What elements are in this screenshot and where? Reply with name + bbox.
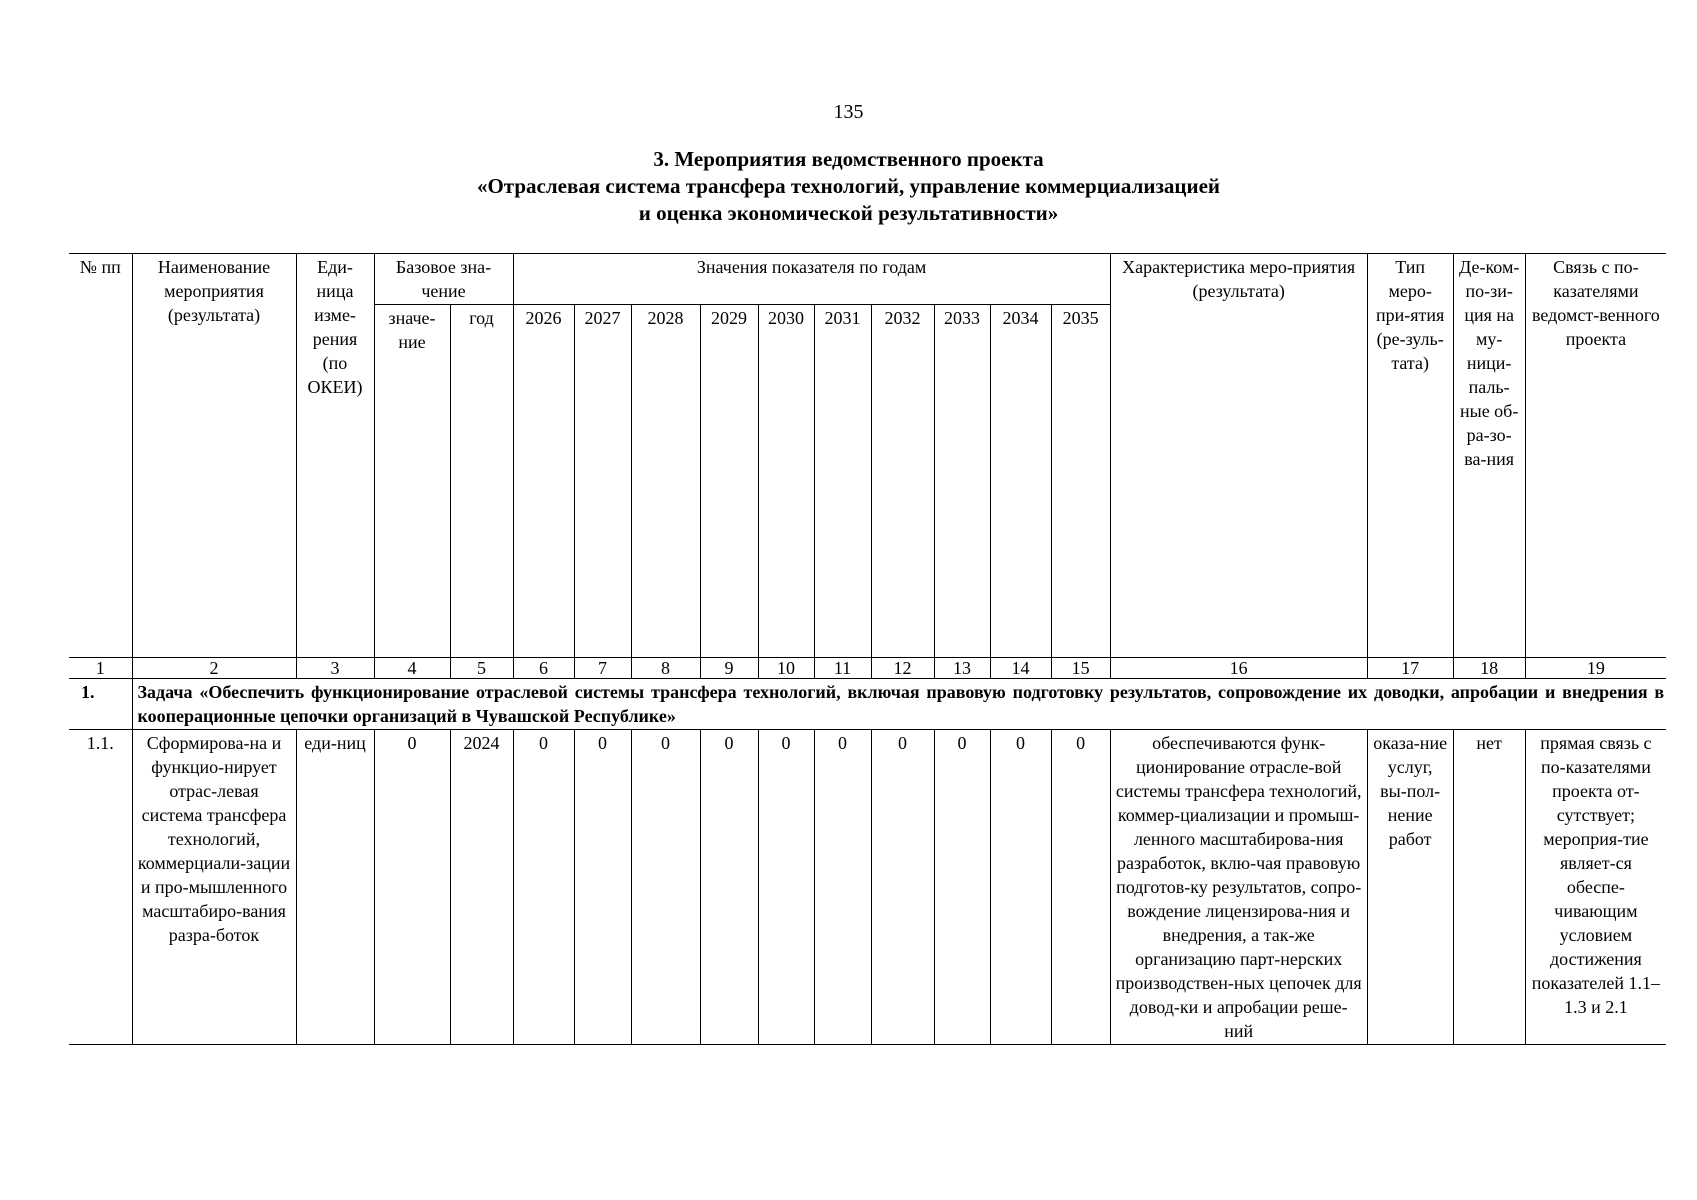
base-value: 0 xyxy=(374,730,450,1045)
row-number: 1.1. xyxy=(69,730,132,1045)
measure-unit: еди-ниц xyxy=(296,730,374,1045)
year-value: 0 xyxy=(700,730,758,1045)
header-link: Связь с по-казателями ведомст-венного проекта xyxy=(1525,254,1666,658)
column-number: 1 xyxy=(69,658,132,679)
year-value: 0 xyxy=(814,730,871,1045)
header-year: 2030 xyxy=(758,305,814,658)
measure-type: оказа-ние услуг, вы-пол-нение работ xyxy=(1367,730,1453,1045)
column-number: 3 xyxy=(296,658,374,679)
header-base-year: год xyxy=(450,305,513,658)
year-value: 0 xyxy=(758,730,814,1045)
header-year: 2032 xyxy=(871,305,934,658)
column-number: 10 xyxy=(758,658,814,679)
measure-characteristic: обеспечиваются функ-ционирование отрасле-вой системы трансфера технологий, коммер-циализации и промыш-ленного масштабирова-ния разработок, вклю-чая правовую подготов-ку результатов, сопро-вождение лицензирова-ния и внедрения, а так-же организацию парт-нерских производствен-ных цепочек для довод-ки и апробации реше-ний xyxy=(1110,730,1367,1045)
column-number: 15 xyxy=(1051,658,1110,679)
column-number: 7 xyxy=(574,658,631,679)
header-decomposition: Де-ком-по-зи-ция на му-ници-паль-ные об-ра-зо-ва-ния xyxy=(1453,254,1525,658)
measure-decomposition: нет xyxy=(1453,730,1525,1045)
heading-line-2: «Отраслевая система трансфера технологий, управление коммерциализацией xyxy=(476,174,1221,198)
column-number: 14 xyxy=(990,658,1051,679)
year-value: 0 xyxy=(871,730,934,1045)
column-number: 17 xyxy=(1367,658,1453,679)
column-number: 2 xyxy=(132,658,296,679)
measures-table xyxy=(69,253,1666,1045)
column-number: 11 xyxy=(814,658,871,679)
header-years-group: Значения показателя по годам xyxy=(513,254,1110,305)
table-row xyxy=(69,730,1666,1045)
header-base-value: значе-ние xyxy=(374,305,450,658)
year-value: 0 xyxy=(1051,730,1110,1045)
column-number: 12 xyxy=(871,658,934,679)
task-number: 1. xyxy=(69,679,132,730)
column-number: 13 xyxy=(934,658,990,679)
header-year: 2027 xyxy=(574,305,631,658)
heading-line-3: и оценка экономической результативности» xyxy=(638,201,1059,225)
header-no: № пп xyxy=(69,254,132,658)
header-base: Базовое зна-чение xyxy=(374,254,513,305)
year-value: 0 xyxy=(990,730,1051,1045)
measure-link: прямая связь с по-казателями проекта от-сутствует; мероприя-тие являет-ся обеспе-чивающим условием достижения показателей 1.1–1.3 и 2.1 xyxy=(1525,730,1666,1045)
header-year: 2026 xyxy=(513,305,574,658)
year-value: 0 xyxy=(574,730,631,1045)
header-year: 2029 xyxy=(700,305,758,658)
header-year: 2034 xyxy=(990,305,1051,658)
task-row xyxy=(69,679,1666,730)
header-year: 2031 xyxy=(814,305,871,658)
header-year: 2028 xyxy=(631,305,700,658)
header-year: 2035 xyxy=(1051,305,1110,658)
column-number: 6 xyxy=(513,658,574,679)
column-number: 5 xyxy=(450,658,513,679)
column-number: 9 xyxy=(700,658,758,679)
column-number: 4 xyxy=(374,658,450,679)
year-value: 0 xyxy=(513,730,574,1045)
page-number: 135 xyxy=(833,101,864,123)
base-year: 2024 xyxy=(450,730,513,1045)
column-number: 19 xyxy=(1525,658,1666,679)
column-number: 8 xyxy=(631,658,700,679)
measure-name: Сформирова-на и функцио-нирует отрас-левая система трансфера технологий, коммерциали-зации и про-мышленного масштабиро-вания разра-боток xyxy=(132,730,296,1045)
header-characteristic: Характеристика меро-приятия (результата) xyxy=(1110,254,1367,658)
header-year: 2033 xyxy=(934,305,990,658)
year-value: 0 xyxy=(934,730,990,1045)
header-type: Тип меро-при-ятия (ре-зуль-тата) xyxy=(1367,254,1453,658)
section-heading xyxy=(0,146,1697,227)
column-number: 18 xyxy=(1453,658,1525,679)
header-name: Наименование мероприятия (результата) xyxy=(132,254,296,658)
column-number: 16 xyxy=(1110,658,1367,679)
heading-line-1: 3. Мероприятия ведомственного проекта xyxy=(653,147,1044,171)
task-text: Задача «Обеспечить функционирование отраслевой системы трансфера технологий, включая правовую подготовку результатов, сопровождение их доводки, апробации и внедрения в кооперационные цепочки организаций в Чувашской Республике» xyxy=(132,679,1666,730)
header-unit: Еди-ница изме-рения (по ОКЕИ) xyxy=(296,254,374,658)
year-value: 0 xyxy=(631,730,700,1045)
column-number-row xyxy=(69,658,1666,679)
